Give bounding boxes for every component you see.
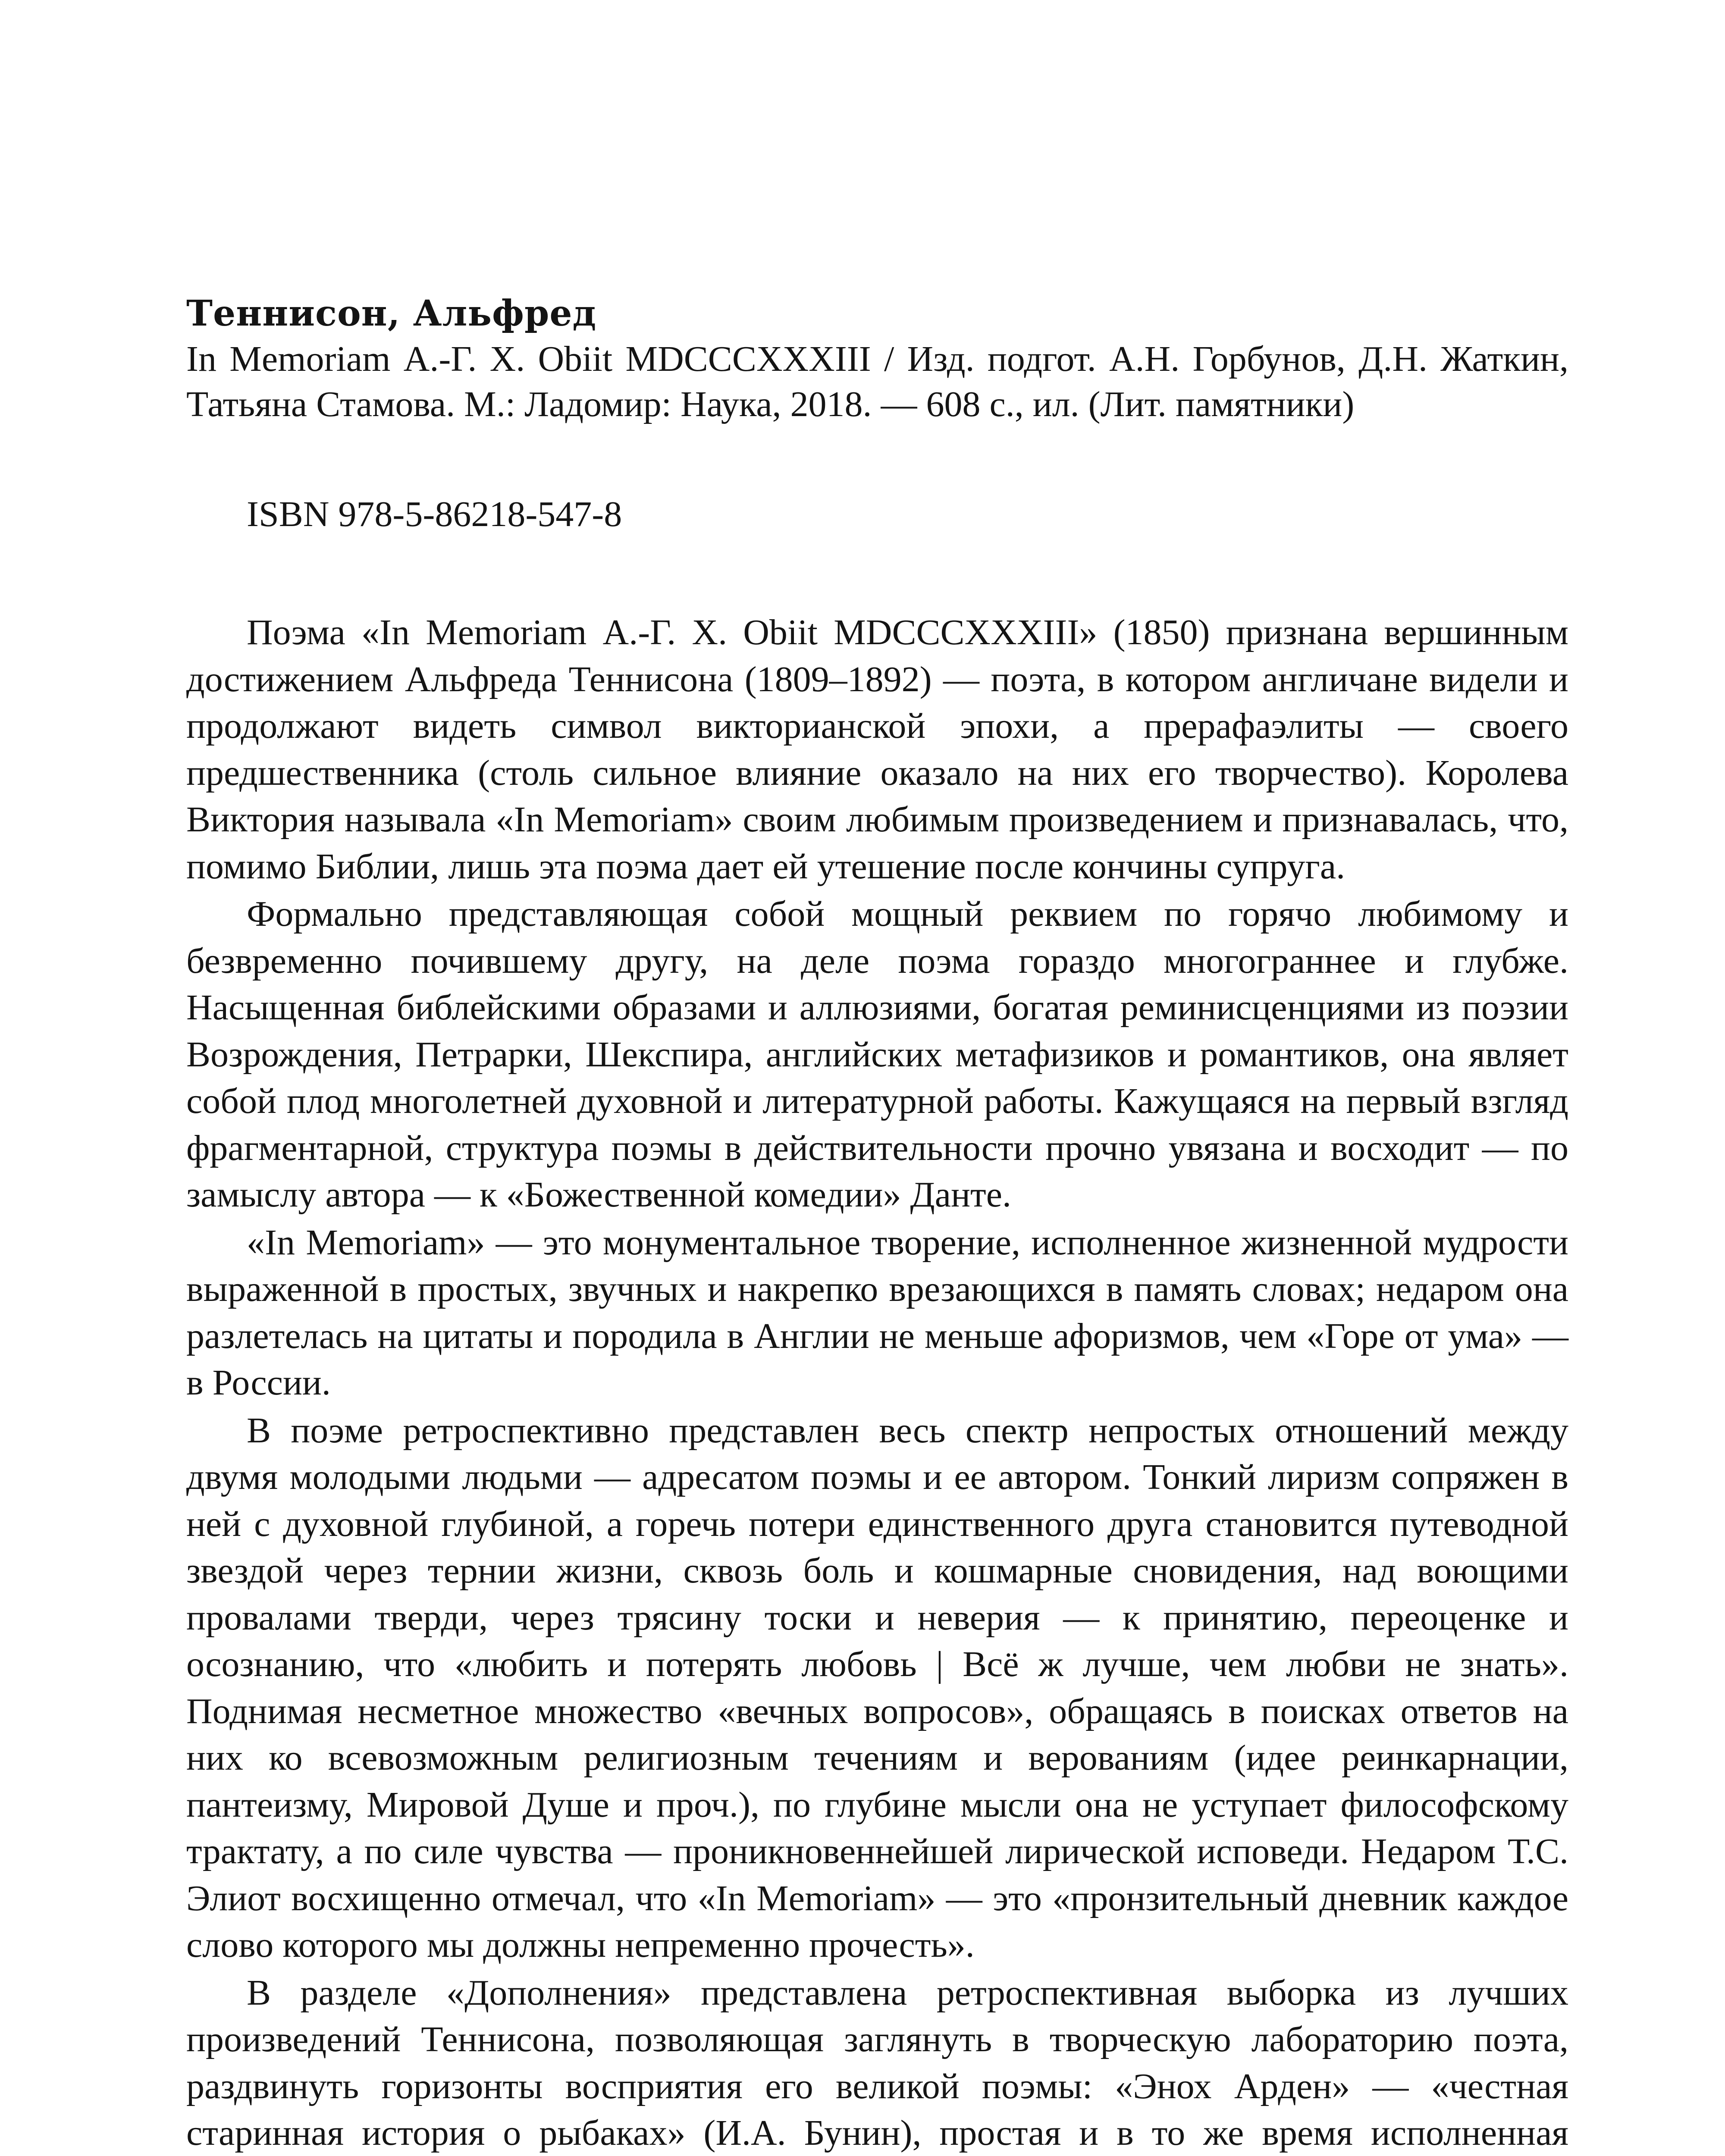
annotation-paragraph: Поэма «In Memoriam А.-Г. Х. Obiit MDCCCXXXIII» (1850) признана вершинным достижением Альфреда Теннисона (1809–1892) — поэта, в котором англичане видели и продолжают видеть символ викторианской эпохи, а прерафаэлиты — своего предшественника (столь сильное влияние оказало на них его творчество). Королева Виктория называла «In Memoriam» своим любимым произведением и признавалась, что, помимо Библии, лишь эта поэма дает ей утешение после кончины супруга. — [186, 612, 1568, 887]
annotation-paragraph: Формально представляющая собой мощный реквием по горячо любимому и безвременно почившему другу, на деле поэма гораздо многограннее и глубже. Насыщенная библейскими образами и аллюзиями, богатая реминисценциями из поэзии Возрождения, Петрарки, Шекспира, английских метафизиков и романтиков, она являет собой плод многолетней духовной и литературной работы. Кажущаяся на первый взгляд фрагментарной, структура поэмы в действительности прочно увязана и восходит — по замыслу автора — к «Божественной комедии» Данте. — [186, 894, 1568, 1215]
annotation-paragraph: «In Memoriam» — это монументальное творение, исполненное жизненной мудрости выраженной в простых, звучных и накрепко врезающихся в память словах; недаром она разлетелась на цитаты и породила в Англии не меньше афоризмов, чем «Горе от ума» — в России. — [186, 1222, 1568, 1403]
author-heading: Теннисон, Альфред — [186, 293, 597, 334]
isbn-line: ISBN 978-5-86218-547-8 — [247, 494, 622, 534]
bibliographic-description: In Memoriam А.-Г. Х. Obiit MDCCCXXXIII / Изд. подгот. А.Н. Горбунов, Д.Н. Жаткин, Татьяна Стамова. М.: Ладомир: Наука, 2018. — 608 с., ил. (Лит. памятники) — [186, 339, 1568, 424]
annotation-body — [186, 609, 1568, 2156]
document-page — [186, 291, 1568, 2156]
annotation-paragraph: В поэме ретроспективно представлен весь спектр непростых отношений между двумя молодыми людьми — адресатом поэмы и ее автором. Тонкий лиризм сопряжен в ней с духовной глубиной, а горечь потери единственного друга становится путеводной звездой через тернии жизни, сквозь боль и кошмарные сновидения, над воющими провалами тверди, через трясину тоски и неверия — к принятию, переоценке и осознанию, что «любить и потерять любовь | Всё ж лучше, чем любви не знать». Поднимая несметное множество «вечных вопросов», обращаясь в поисках ответов на них ко всевозможным религиозным течениям и верованиям (идее реинкарнации, пантеизму, Мировой Душе и проч.), по глубине мысли она не уступает философскому трактату, а по силе чувства — проникновеннейшей лирической исповеди. Недаром Т.С. Элиот восхищенно отмечал, что «In Memoriam» — это «пронзительный дневник каждое слово которого мы должны непременно прочесть». — [186, 1410, 1568, 1965]
annotation-paragraph: В разделе «Дополнения» представлена ретроспективная выборка из лучших произведений Теннисона, позволяющая заглянуть в творческую лабораторию поэта, раздвинуть горизонты восприятия его великой поэмы: «Энох Арден» — «честная старинная история о рыбаках» (И.А. Бунин), простая и в то же время исполненная — [186, 1972, 1568, 2153]
